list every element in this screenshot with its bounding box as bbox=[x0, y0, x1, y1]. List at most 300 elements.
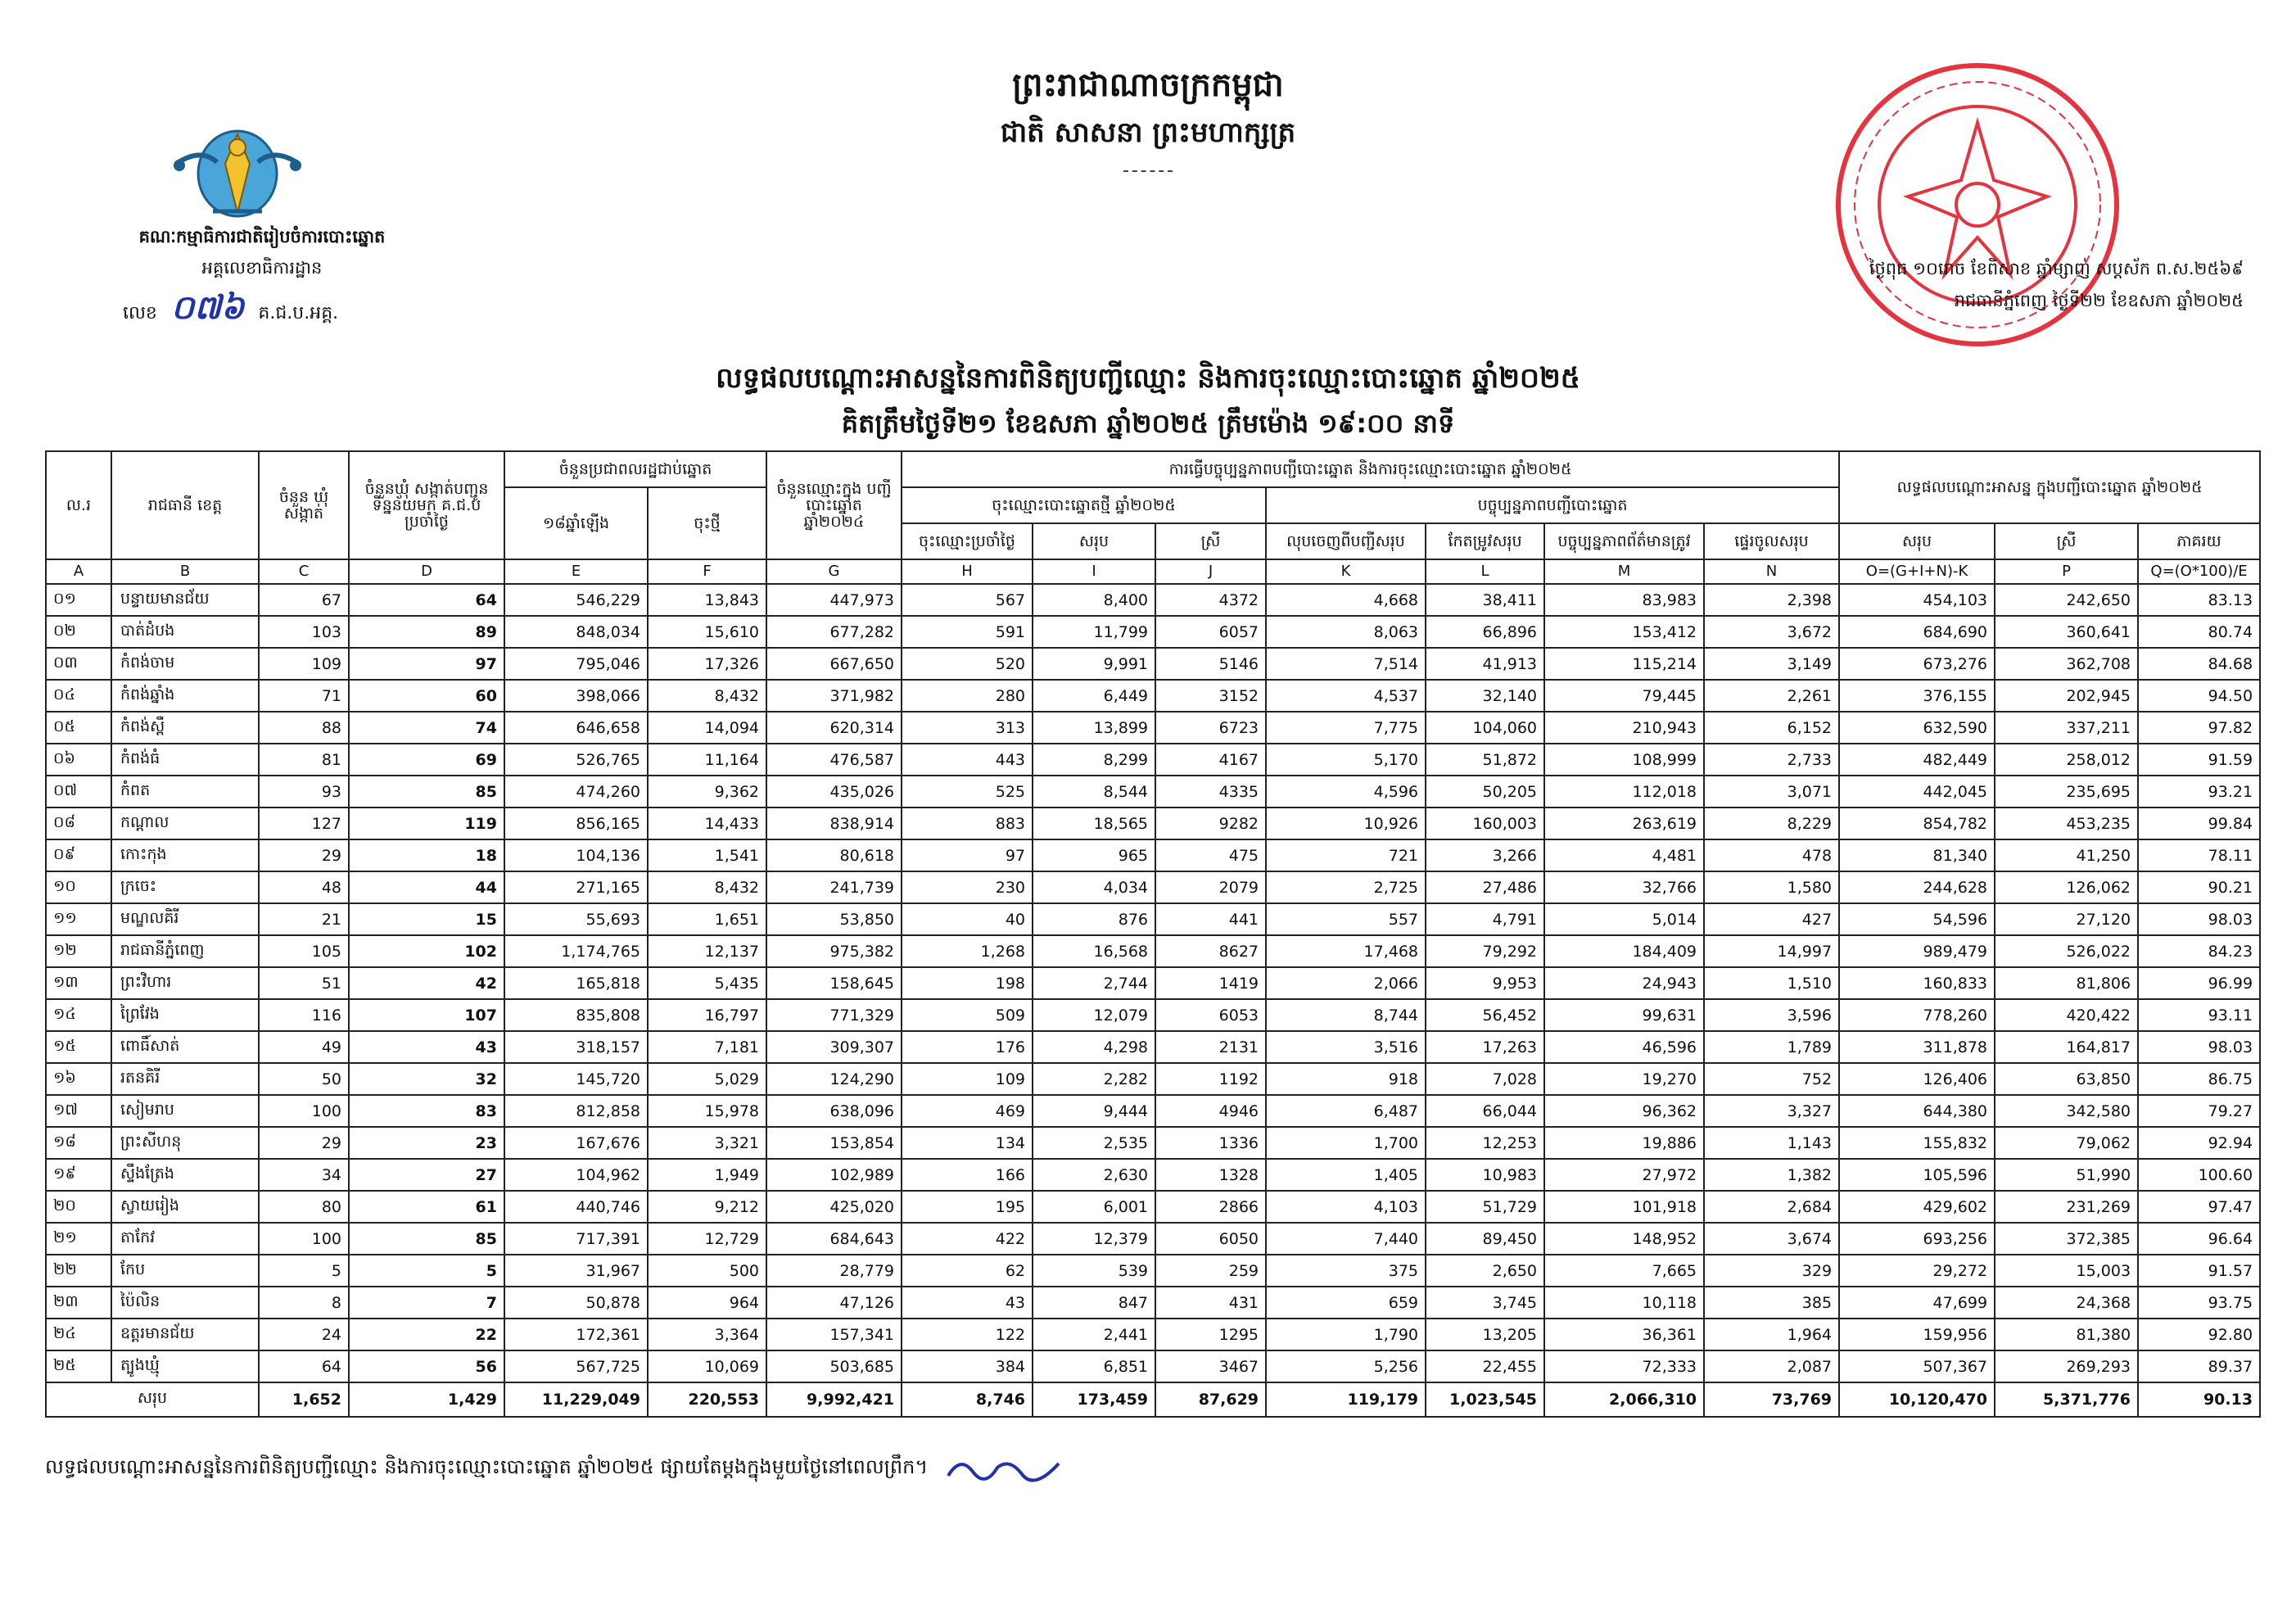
cell-p: 63,850 bbox=[1995, 1063, 2138, 1095]
cell-l: 32,140 bbox=[1426, 680, 1544, 712]
cell-j: 1192 bbox=[1155, 1063, 1266, 1095]
row-number: ២៣ bbox=[46, 1287, 111, 1319]
nec-logo-icon bbox=[168, 115, 307, 229]
row-number: ១០ bbox=[46, 871, 111, 903]
table-row bbox=[46, 1127, 2260, 1159]
province-name: កំពង់ធំ bbox=[111, 744, 259, 776]
cell-j: 1336 bbox=[1155, 1127, 1266, 1159]
cell-d: 85 bbox=[349, 1223, 504, 1255]
column-letter: P bbox=[1995, 559, 2138, 584]
column-letter: M bbox=[1544, 559, 1704, 584]
cell-n: 1,510 bbox=[1704, 967, 1839, 999]
table-row bbox=[46, 903, 2260, 935]
column-letter: G bbox=[766, 559, 902, 584]
cell-m: 263,619 bbox=[1544, 807, 1704, 839]
cell-c: 80 bbox=[259, 1191, 349, 1223]
cell-c: 81 bbox=[259, 744, 349, 776]
column-letter: D bbox=[349, 559, 504, 584]
cell-l: 66,896 bbox=[1426, 616, 1544, 648]
cell-m: 32,766 bbox=[1544, 871, 1704, 903]
cell-o: 429,602 bbox=[1839, 1191, 1995, 1223]
table-row bbox=[46, 1223, 2260, 1255]
cell-q: 90.21 bbox=[2138, 871, 2260, 903]
cell-o: 244,628 bbox=[1839, 871, 1995, 903]
cell-m: 72,333 bbox=[1544, 1350, 1704, 1382]
cell-f: 1,541 bbox=[648, 839, 766, 871]
cell-n: 2,398 bbox=[1704, 584, 1839, 616]
table-row bbox=[46, 1031, 2260, 1063]
cell-q: 93.11 bbox=[2138, 999, 2260, 1031]
cell-n: 3,327 bbox=[1704, 1095, 1839, 1127]
cell-g: 53,850 bbox=[766, 903, 902, 935]
cell-l: 7,028 bbox=[1426, 1063, 1544, 1095]
cell-o: 454,103 bbox=[1839, 584, 1995, 616]
cell-c: 109 bbox=[259, 648, 349, 680]
cell-f: 12,137 bbox=[648, 935, 766, 967]
cell-k: 1,790 bbox=[1266, 1319, 1426, 1350]
cell-o: 684,690 bbox=[1839, 616, 1995, 648]
signature-icon bbox=[944, 1451, 1067, 1484]
province-name: កំពង់ឆ្នាំង bbox=[111, 680, 259, 712]
cell-j: 4335 bbox=[1155, 776, 1266, 807]
cell-d: 43 bbox=[349, 1031, 504, 1063]
cell-g: 771,329 bbox=[766, 999, 902, 1031]
header-new-reg-group: ចុះឈ្មោះបោះឆ្នោតថ្មី ឆ្នាំ២០២៥ bbox=[902, 487, 1266, 523]
cell-l: 3,266 bbox=[1426, 839, 1544, 871]
cell-m: 10,118 bbox=[1544, 1287, 1704, 1319]
cell-d: 85 bbox=[349, 776, 504, 807]
cell-d: 89 bbox=[349, 616, 504, 648]
cell-o: 155,832 bbox=[1839, 1127, 1995, 1159]
cell-d: 107 bbox=[349, 999, 504, 1031]
cell-p: 15,003 bbox=[1995, 1255, 2138, 1287]
table-row bbox=[46, 967, 2260, 999]
cell-f: 14,433 bbox=[648, 807, 766, 839]
cell-g: 447,973 bbox=[766, 584, 902, 616]
cell-m: 96,362 bbox=[1544, 1095, 1704, 1127]
cell-m: 153,412 bbox=[1544, 616, 1704, 648]
cell-h: 469 bbox=[902, 1095, 1033, 1127]
province-name: រតនគិរី bbox=[111, 1063, 259, 1095]
row-number: ១៥ bbox=[46, 1031, 111, 1063]
header-pop-18-up: ១៨ឆ្នាំឡើង bbox=[504, 487, 648, 559]
cell-e: 795,046 bbox=[504, 648, 648, 680]
cell-g: 371,982 bbox=[766, 680, 902, 712]
cell-j: 9282 bbox=[1155, 807, 1266, 839]
cell-c: 21 bbox=[259, 903, 349, 935]
cell-h: 313 bbox=[902, 712, 1033, 744]
cell-d: 15 bbox=[349, 903, 504, 935]
cell-g: 684,643 bbox=[766, 1223, 902, 1255]
cell-j: 6050 bbox=[1155, 1223, 1266, 1255]
cell-l: 38,411 bbox=[1426, 584, 1544, 616]
cell-j: 441 bbox=[1155, 903, 1266, 935]
cell-f: 15,610 bbox=[648, 616, 766, 648]
cell-o: 81,340 bbox=[1839, 839, 1995, 871]
header-result-group: លទ្ធផលបណ្តោះអាសន្ន ក្នុងបញ្ជីបោះឆ្នោត ឆ្នាំ២០២៥ bbox=[1839, 451, 2260, 523]
cell-h: 195 bbox=[902, 1191, 1033, 1223]
province-name: រាជធានីភ្នំពេញ bbox=[111, 935, 259, 967]
cell-n: 1,382 bbox=[1704, 1159, 1839, 1191]
cell-l: 51,872 bbox=[1426, 744, 1544, 776]
row-number: ២០ bbox=[46, 1191, 111, 1223]
cell-f: 12,729 bbox=[648, 1223, 766, 1255]
cell-o: 507,367 bbox=[1839, 1350, 1995, 1382]
province-name: ក្រចេះ bbox=[111, 871, 259, 903]
report-title: លទ្ធផលបណ្តោះអាសន្ននៃការពិនិត្យបញ្ជីឈ្មោះ និងការចុះឈ្មោះបោះឆ្នោត ឆ្នាំ២០២៥ bbox=[716, 362, 1580, 395]
cell-c: 24 bbox=[259, 1319, 349, 1350]
cell-q: 79.27 bbox=[2138, 1095, 2260, 1127]
cell-n: 6,152 bbox=[1704, 712, 1839, 744]
cell-g: 435,026 bbox=[766, 776, 902, 807]
cell-m: 112,018 bbox=[1544, 776, 1704, 807]
cell-d: 102 bbox=[349, 935, 504, 967]
total-c: 1,652 bbox=[259, 1382, 349, 1417]
cell-f: 9,362 bbox=[648, 776, 766, 807]
header-communes: ចំនួន ឃុំ សង្កាត់ bbox=[259, 451, 349, 559]
total-d: 1,429 bbox=[349, 1382, 504, 1417]
cell-f: 9,212 bbox=[648, 1191, 766, 1223]
column-letter: C bbox=[259, 559, 349, 584]
cell-c: 29 bbox=[259, 1127, 349, 1159]
header-update-group: ការធ្វើបច្ចុប្បន្នភាពបញ្ជីបោះឆ្នោត និងការចុះឈ្មោះបោះឆ្នោត ឆ្នាំ២០២៥ bbox=[902, 451, 1839, 487]
cell-j: 6723 bbox=[1155, 712, 1266, 744]
province-name: កណ្តាល bbox=[111, 807, 259, 839]
cell-j: 4167 bbox=[1155, 744, 1266, 776]
cell-i: 2,744 bbox=[1033, 967, 1155, 999]
cell-k: 17,468 bbox=[1266, 935, 1426, 967]
cell-l: 22,455 bbox=[1426, 1350, 1544, 1382]
row-number: ១៧ bbox=[46, 1095, 111, 1127]
cell-j: 259 bbox=[1155, 1255, 1266, 1287]
cell-l: 9,953 bbox=[1426, 967, 1544, 999]
cell-g: 638,096 bbox=[766, 1095, 902, 1127]
cell-c: 127 bbox=[259, 807, 349, 839]
cell-m: 36,361 bbox=[1544, 1319, 1704, 1350]
cell-i: 8,544 bbox=[1033, 776, 1155, 807]
cell-h: 109 bbox=[902, 1063, 1033, 1095]
cell-o: 482,449 bbox=[1839, 744, 1995, 776]
cell-m: 99,631 bbox=[1544, 999, 1704, 1031]
cell-g: 124,290 bbox=[766, 1063, 902, 1095]
cell-h: 384 bbox=[902, 1350, 1033, 1382]
cell-h: 43 bbox=[902, 1287, 1033, 1319]
cell-n: 2,087 bbox=[1704, 1350, 1839, 1382]
cell-q: 93.21 bbox=[2138, 776, 2260, 807]
cell-l: 17,263 bbox=[1426, 1031, 1544, 1063]
header-reg-female: ស្រី bbox=[1155, 523, 1266, 559]
cell-d: 18 bbox=[349, 839, 504, 871]
cell-d: 42 bbox=[349, 967, 504, 999]
cell-c: 64 bbox=[259, 1350, 349, 1382]
cell-d: 74 bbox=[349, 712, 504, 744]
column-letter: Q=(O*100)/E bbox=[2138, 559, 2260, 584]
cell-m: 101,918 bbox=[1544, 1191, 1704, 1223]
cell-f: 8,432 bbox=[648, 680, 766, 712]
cell-n: 3,674 bbox=[1704, 1223, 1839, 1255]
cell-p: 420,422 bbox=[1995, 999, 2138, 1031]
cell-e: 856,165 bbox=[504, 807, 648, 839]
cell-h: 883 bbox=[902, 807, 1033, 839]
cell-h: 40 bbox=[902, 903, 1033, 935]
cell-f: 15,978 bbox=[648, 1095, 766, 1127]
cell-j: 2866 bbox=[1155, 1191, 1266, 1223]
row-number: ១៨ bbox=[46, 1127, 111, 1159]
cell-q: 83.13 bbox=[2138, 584, 2260, 616]
header-list-update-group: បច្ចុប្បន្នភាពបញ្ជីបោះឆ្នោត bbox=[1266, 487, 1839, 523]
cell-h: 134 bbox=[902, 1127, 1033, 1159]
cell-e: 474,260 bbox=[504, 776, 648, 807]
total-i: 173,459 bbox=[1033, 1382, 1155, 1417]
cell-p: 360,641 bbox=[1995, 616, 2138, 648]
cell-i: 2,282 bbox=[1033, 1063, 1155, 1095]
cell-n: 1,143 bbox=[1704, 1127, 1839, 1159]
cell-p: 526,022 bbox=[1995, 935, 2138, 967]
table-row bbox=[46, 744, 2260, 776]
cell-q: 99.84 bbox=[2138, 807, 2260, 839]
cell-n: 3,149 bbox=[1704, 648, 1839, 680]
cell-i: 13,899 bbox=[1033, 712, 1155, 744]
cell-l: 13,205 bbox=[1426, 1319, 1544, 1350]
cell-g: 503,685 bbox=[766, 1350, 902, 1382]
header-pop-new: ចុះថ្មី bbox=[648, 487, 766, 559]
cell-g: 620,314 bbox=[766, 712, 902, 744]
cell-d: 32 bbox=[349, 1063, 504, 1095]
total-l: 1,023,545 bbox=[1426, 1382, 1544, 1417]
cell-o: 673,276 bbox=[1839, 648, 1995, 680]
cell-e: 567,725 bbox=[504, 1350, 648, 1382]
cell-c: 93 bbox=[259, 776, 349, 807]
cell-g: 47,126 bbox=[766, 1287, 902, 1319]
cell-n: 478 bbox=[1704, 839, 1839, 871]
cell-p: 202,945 bbox=[1995, 680, 2138, 712]
total-m: 2,066,310 bbox=[1544, 1382, 1704, 1417]
cell-o: 159,956 bbox=[1839, 1319, 1995, 1350]
column-letter: E bbox=[504, 559, 648, 584]
cell-i: 16,568 bbox=[1033, 935, 1155, 967]
cell-q: 84.23 bbox=[2138, 935, 2260, 967]
cell-k: 4,537 bbox=[1266, 680, 1426, 712]
cell-n: 3,672 bbox=[1704, 616, 1839, 648]
ref-prefix: លេខ bbox=[123, 303, 157, 323]
cell-j: 1419 bbox=[1155, 967, 1266, 999]
cell-g: 241,739 bbox=[766, 871, 902, 903]
cell-q: 92.80 bbox=[2138, 1319, 2260, 1350]
table-row bbox=[46, 839, 2260, 871]
province-name: កែប bbox=[111, 1255, 259, 1287]
total-n: 73,769 bbox=[1704, 1382, 1839, 1417]
cell-k: 6,487 bbox=[1266, 1095, 1426, 1127]
footnote bbox=[45, 1451, 1067, 1484]
cell-i: 11,799 bbox=[1033, 616, 1155, 648]
cell-e: 50,878 bbox=[504, 1287, 648, 1319]
ref-suffix: គ.ជ.ប.អគ្គ. bbox=[258, 303, 339, 323]
cell-h: 280 bbox=[902, 680, 1033, 712]
cell-h: 62 bbox=[902, 1255, 1033, 1287]
cell-f: 10,069 bbox=[648, 1350, 766, 1382]
province-name: ត្បូងឃ្មុំ bbox=[111, 1350, 259, 1382]
cell-o: 105,596 bbox=[1839, 1159, 1995, 1191]
table-row bbox=[46, 1191, 2260, 1223]
header-updated-info: បច្ចុប្បន្នភាពព័ត៌មានត្រូវ bbox=[1544, 523, 1704, 559]
total-k: 119,179 bbox=[1266, 1382, 1426, 1417]
cell-e: 717,391 bbox=[504, 1223, 648, 1255]
cell-k: 1,405 bbox=[1266, 1159, 1426, 1191]
province-name: ព្រះវិហារ bbox=[111, 967, 259, 999]
column-letter: B bbox=[111, 559, 259, 584]
total-g: 9,992,421 bbox=[766, 1382, 902, 1417]
cell-h: 176 bbox=[902, 1031, 1033, 1063]
cell-k: 4,103 bbox=[1266, 1191, 1426, 1223]
cell-m: 4,481 bbox=[1544, 839, 1704, 871]
header-res-percent: ភាគរយ bbox=[2138, 523, 2260, 559]
cell-g: 975,382 bbox=[766, 935, 902, 967]
cell-k: 10,926 bbox=[1266, 807, 1426, 839]
cell-m: 27,972 bbox=[1544, 1159, 1704, 1191]
cell-m: 24,943 bbox=[1544, 967, 1704, 999]
cell-i: 9,991 bbox=[1033, 648, 1155, 680]
column-letter: N bbox=[1704, 559, 1839, 584]
cell-l: 79,292 bbox=[1426, 935, 1544, 967]
cell-o: 989,479 bbox=[1839, 935, 1995, 967]
row-number: ០៥ bbox=[46, 712, 111, 744]
table-row bbox=[46, 1063, 2260, 1095]
cell-p: 453,235 bbox=[1995, 807, 2138, 839]
province-name: មណ្ឌលគិរី bbox=[111, 903, 259, 935]
organization-department: អគ្គលេខាធិការដ្ឋាន bbox=[201, 258, 323, 278]
cell-i: 2,441 bbox=[1033, 1319, 1155, 1350]
cell-m: 5,014 bbox=[1544, 903, 1704, 935]
cell-c: 71 bbox=[259, 680, 349, 712]
cell-i: 12,079 bbox=[1033, 999, 1155, 1031]
cell-f: 1,651 bbox=[648, 903, 766, 935]
row-number: ១៣ bbox=[46, 967, 111, 999]
cell-k: 1,700 bbox=[1266, 1127, 1426, 1159]
column-letter-row bbox=[46, 559, 2260, 584]
cell-e: 440,746 bbox=[504, 1191, 648, 1223]
header-population-group: ចំនួនប្រជាពលរដ្ឋជាប់ឆ្នោត bbox=[504, 451, 766, 487]
province-name: ឧត្តរមានជ័យ bbox=[111, 1319, 259, 1350]
cell-n: 2,733 bbox=[1704, 744, 1839, 776]
cell-g: 158,645 bbox=[766, 967, 902, 999]
cell-e: 104,962 bbox=[504, 1159, 648, 1191]
table-row bbox=[46, 648, 2260, 680]
cell-j: 1328 bbox=[1155, 1159, 1266, 1191]
cell-f: 14,094 bbox=[648, 712, 766, 744]
ref-number: ០៧៦ bbox=[170, 289, 245, 327]
cell-p: 242,650 bbox=[1995, 584, 2138, 616]
cell-k: 659 bbox=[1266, 1287, 1426, 1319]
cell-f: 13,843 bbox=[648, 584, 766, 616]
cell-h: 198 bbox=[902, 967, 1033, 999]
cell-i: 4,034 bbox=[1033, 871, 1155, 903]
cell-e: 526,765 bbox=[504, 744, 648, 776]
cell-k: 8,063 bbox=[1266, 616, 1426, 648]
cell-k: 7,514 bbox=[1266, 648, 1426, 680]
cell-o: 160,833 bbox=[1839, 967, 1995, 999]
cell-n: 1,789 bbox=[1704, 1031, 1839, 1063]
cell-l: 10,983 bbox=[1426, 1159, 1544, 1191]
cell-i: 12,379 bbox=[1033, 1223, 1155, 1255]
cell-l: 160,003 bbox=[1426, 807, 1544, 839]
cell-g: 667,650 bbox=[766, 648, 902, 680]
cell-e: 848,034 bbox=[504, 616, 648, 648]
row-number: ២៥ bbox=[46, 1350, 111, 1382]
table-row bbox=[46, 584, 2260, 616]
cell-c: 50 bbox=[259, 1063, 349, 1095]
cell-h: 520 bbox=[902, 648, 1033, 680]
cell-j: 2131 bbox=[1155, 1031, 1266, 1063]
cell-k: 721 bbox=[1266, 839, 1426, 871]
cell-p: 235,695 bbox=[1995, 776, 2138, 807]
column-letter: K bbox=[1266, 559, 1426, 584]
cell-p: 372,385 bbox=[1995, 1223, 2138, 1255]
cell-k: 2,725 bbox=[1266, 871, 1426, 903]
cell-f: 5,435 bbox=[648, 967, 766, 999]
results-table bbox=[45, 450, 2261, 1418]
row-number: ១៤ bbox=[46, 999, 111, 1031]
cell-o: 632,590 bbox=[1839, 712, 1995, 744]
cell-n: 1,580 bbox=[1704, 871, 1839, 903]
cell-h: 591 bbox=[902, 616, 1033, 648]
table-row bbox=[46, 1287, 2260, 1319]
province-name: បាត់ដំបង bbox=[111, 616, 259, 648]
cell-f: 7,181 bbox=[648, 1031, 766, 1063]
cell-p: 41,250 bbox=[1995, 839, 2138, 871]
cell-i: 2,630 bbox=[1033, 1159, 1155, 1191]
cell-k: 5,256 bbox=[1266, 1350, 1426, 1382]
cell-q: 91.59 bbox=[2138, 744, 2260, 776]
cell-i: 6,001 bbox=[1033, 1191, 1155, 1223]
province-name: សៀមរាប bbox=[111, 1095, 259, 1127]
header-reg-daily: ចុះឈ្មោះប្រចាំថ្ងៃ bbox=[902, 523, 1033, 559]
header-corrected-total: កែតម្រូវសរុប bbox=[1426, 523, 1544, 559]
cell-k: 4,596 bbox=[1266, 776, 1426, 807]
cell-d: 44 bbox=[349, 871, 504, 903]
cell-g: 677,282 bbox=[766, 616, 902, 648]
cell-e: 31,967 bbox=[504, 1255, 648, 1287]
report-subtitle: គិតត្រឹមថ្ងៃទី២១ ខែឧសភា ឆ្នាំ២០២៥ ត្រឹមម៉ោង ១៩:០០ នាទី bbox=[841, 408, 1455, 439]
row-number: ១៦ bbox=[46, 1063, 111, 1095]
cell-q: 100.60 bbox=[2138, 1159, 2260, 1191]
cell-m: 115,214 bbox=[1544, 648, 1704, 680]
cell-f: 500 bbox=[648, 1255, 766, 1287]
table-row bbox=[46, 871, 2260, 903]
cell-n: 3,071 bbox=[1704, 776, 1839, 807]
cell-c: 116 bbox=[259, 999, 349, 1031]
row-number: ០៤ bbox=[46, 680, 111, 712]
kingdom-heading: ព្រះរាជាណាចក្រកម្ពុជា bbox=[1012, 66, 1284, 104]
cell-g: 28,779 bbox=[766, 1255, 902, 1287]
cell-e: 318,157 bbox=[504, 1031, 648, 1063]
cell-j: 6057 bbox=[1155, 616, 1266, 648]
cell-g: 838,914 bbox=[766, 807, 902, 839]
cell-h: 443 bbox=[902, 744, 1033, 776]
motto-divider bbox=[1123, 170, 1173, 172]
cell-g: 309,307 bbox=[766, 1031, 902, 1063]
table-row bbox=[46, 807, 2260, 839]
header-voters-in-list: ចំនួនឈ្មោះក្នុង បញ្ជីបោះឆ្នោត ឆ្នាំ២០២៤ bbox=[766, 451, 902, 559]
province-name: ស្ទឹងត្រែង bbox=[111, 1159, 259, 1191]
cell-i: 847 bbox=[1033, 1287, 1155, 1319]
table-body bbox=[46, 584, 2260, 1382]
cell-o: 47,699 bbox=[1839, 1287, 1995, 1319]
cell-o: 54,596 bbox=[1839, 903, 1995, 935]
cell-q: 98.03 bbox=[2138, 903, 2260, 935]
table-row bbox=[46, 776, 2260, 807]
province-name: បន្ទាយមានជ័យ bbox=[111, 584, 259, 616]
cell-j: 4946 bbox=[1155, 1095, 1266, 1127]
